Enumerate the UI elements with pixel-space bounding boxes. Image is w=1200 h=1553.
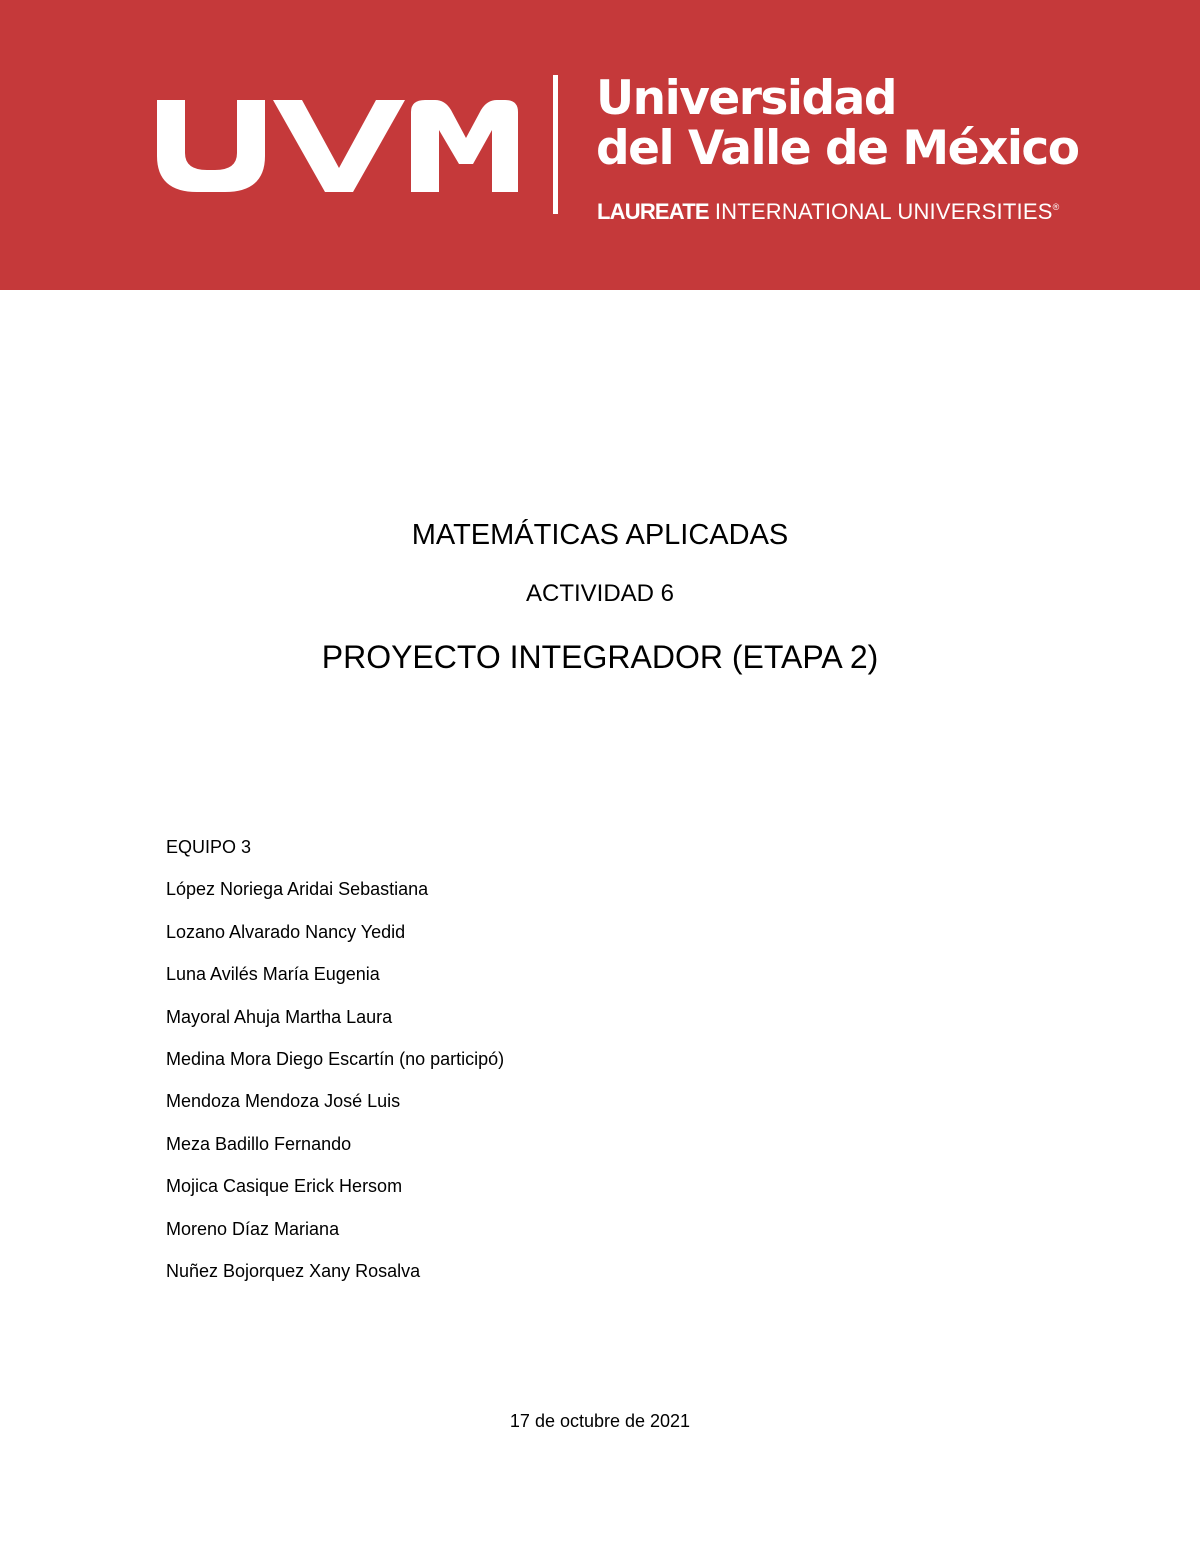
team-member: Mojica Casique Erick Hersom [166,1176,403,1197]
team-member: Nuñez Bojorquez Xany Rosalva [166,1260,421,1281]
team-member: Moreno Díaz Mariana [166,1218,340,1239]
uvm-logo-mark [155,98,520,194]
team-member: Lozano Alvarado Nancy Yedid [166,921,406,942]
team-member: Luna Avilés María Eugenia [166,964,380,985]
subject-title: MATEMÁTICAS APLICADAS [411,519,789,551]
team-label: EQUIPO 3 [166,837,252,857]
logo-divider [553,75,558,214]
team-list [166,833,504,1299]
team-member: López Noriega Aridai Sebastiana [166,879,429,900]
document-date: 17 de octubre de 2021 [509,1411,691,1431]
activity-title: ACTIVIDAD 6 [525,580,675,607]
team-member: Meza Badillo Fernando [166,1133,352,1154]
team-member: Medina Mora Diego Escartín (no participó) [166,1048,505,1069]
laureate-tagline [597,193,1059,226]
team-member: Mayoral Ahuja Martha Laura [166,1006,393,1027]
university-name-line2: del Valle de México [596,121,1079,176]
team-member: Mendoza Mendoza José Luis [166,1091,401,1112]
registered-mark: ® [1052,202,1060,212]
project-title: PROYECTO INTEGRADOR (ETAPA 2) [321,639,879,675]
header-banner [0,0,1200,290]
university-name-line1: Universidad [596,71,897,126]
laureate-rest: INTERNATIONAL UNIVERSITIES [714,199,1053,224]
laureate-strong: LAUREATE [597,199,709,224]
